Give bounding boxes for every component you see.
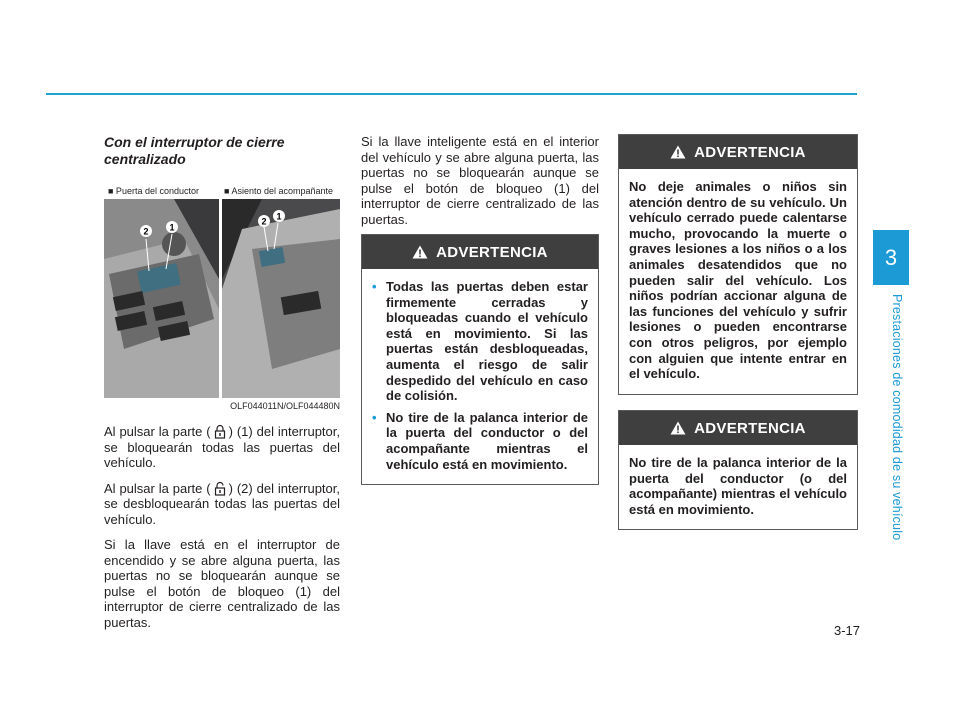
unlock-paragraph — [104, 481, 340, 528]
callout-1-right: 1 — [276, 211, 282, 222]
warning-title: ADVERTENCIA — [694, 419, 806, 437]
warning-box-doors — [361, 234, 599, 485]
warning-bullet — [372, 410, 588, 472]
middle-column — [361, 134, 599, 227]
warning-triangle-icon — [670, 145, 686, 159]
warning-header — [619, 411, 857, 445]
warning-header — [619, 135, 857, 169]
bullet-text: No tire de la palanca interior de la puerta del conductor o del acompañante mientras el vehículo está en movimiento. — [386, 409, 588, 472]
caption-driver: ■ Puerta del conductor — [108, 186, 199, 196]
passenger-door-photo — [222, 199, 340, 399]
warning-box-handle — [618, 410, 858, 530]
warning-title: ADVERTENCIA — [694, 143, 806, 161]
smart-key-paragraph: Si la llave inteligente está en el interior del vehículo y se abre alguna puerta, las puertas no se bloquearán aunque se pulse el botón de bloqueo (1) del interruptor de cierre centralizado de las puertas. — [361, 134, 599, 227]
caption-passenger: ■ Asiento del acompañante — [224, 186, 334, 196]
warning-header — [362, 235, 598, 269]
door-switch-figure — [104, 184, 340, 414]
chapter-number: 3 — [884, 244, 898, 270]
warning-triangle-icon — [670, 421, 686, 435]
unlock-text-end: ) (2) del interruptor, se desbloquearán todas las puertas del vehículo. — [104, 480, 340, 527]
chapter-title: Prestaciones de comodidad de su vehículo — [890, 294, 904, 541]
bullet-text: Todas las puertas deben estar firmemente cerradas y bloqueadas cuando el vehículo está en movimiento. Si las puertas están desbloqueadas, aumenta el riesgo de salir despedido del vehículo en caso de colisión. — [386, 279, 588, 404]
bullet-dot-icon: • — [372, 279, 377, 294]
chapter-tab — [873, 230, 909, 285]
warning-bullet — [372, 279, 588, 404]
top-rule — [46, 93, 857, 95]
driver-door-photo — [104, 199, 219, 399]
warning-text: No tire de la palanca interior de la puerta del conductor (o del acompañante) mientras el vehículo está en movimiento. — [629, 455, 847, 517]
callout-1-left: 1 — [169, 222, 175, 233]
warning-body — [619, 169, 857, 394]
page-number: 3-17 — [833, 623, 860, 638]
figure-code: OLF044011N/OLF044480N — [104, 398, 340, 414]
warning-body — [619, 445, 857, 529]
key-ignition-paragraph: Si la llave está en el interruptor de encendido y se abre alguna puerta, las puertas no se bloquearán aunque se pulse el botón de bloqueo (1) del interruptor de cierre centralizado de las puertas. — [104, 537, 340, 630]
warning-box-children — [618, 134, 858, 395]
bullet-dot-icon: • — [372, 409, 377, 425]
lock-text-end: ) (1) del interruptor, se bloquearán todas las puertas del vehículo. — [104, 424, 340, 470]
lock-paragraph — [104, 424, 340, 471]
section-heading: Con el interruptor de cierre centralizado — [104, 134, 285, 167]
warning-title: ADVERTENCIA — [436, 243, 548, 261]
warning-body — [362, 269, 598, 484]
warning-text: No deje animales o niños sin atención dentro de su vehículo. Un vehículo cerrado puede calentarse mucho, provocando la muerte o graves lesiones a los niños o a los animales desatendidos que no pueden salir del vehículo. Los niños podrían accionar alguna de las funciones del vehículo y sufrir lesiones o pueden encontrarse con otros peligros, por ejemplo con alguien que intente entrar en el vehículo. — [629, 179, 847, 382]
callout-2-right: 2 — [261, 216, 267, 227]
callout-2-left: 2 — [143, 226, 149, 237]
left-column — [104, 134, 340, 630]
unlock-text-start: Al pulsar la parte ( — [104, 480, 211, 496]
lock-icon — [213, 424, 227, 439]
figure-captions — [104, 184, 340, 199]
warning-triangle-icon — [412, 245, 428, 259]
lock-text-start: Al pulsar la parte ( — [104, 424, 211, 439]
unlock-icon — [213, 481, 227, 496]
